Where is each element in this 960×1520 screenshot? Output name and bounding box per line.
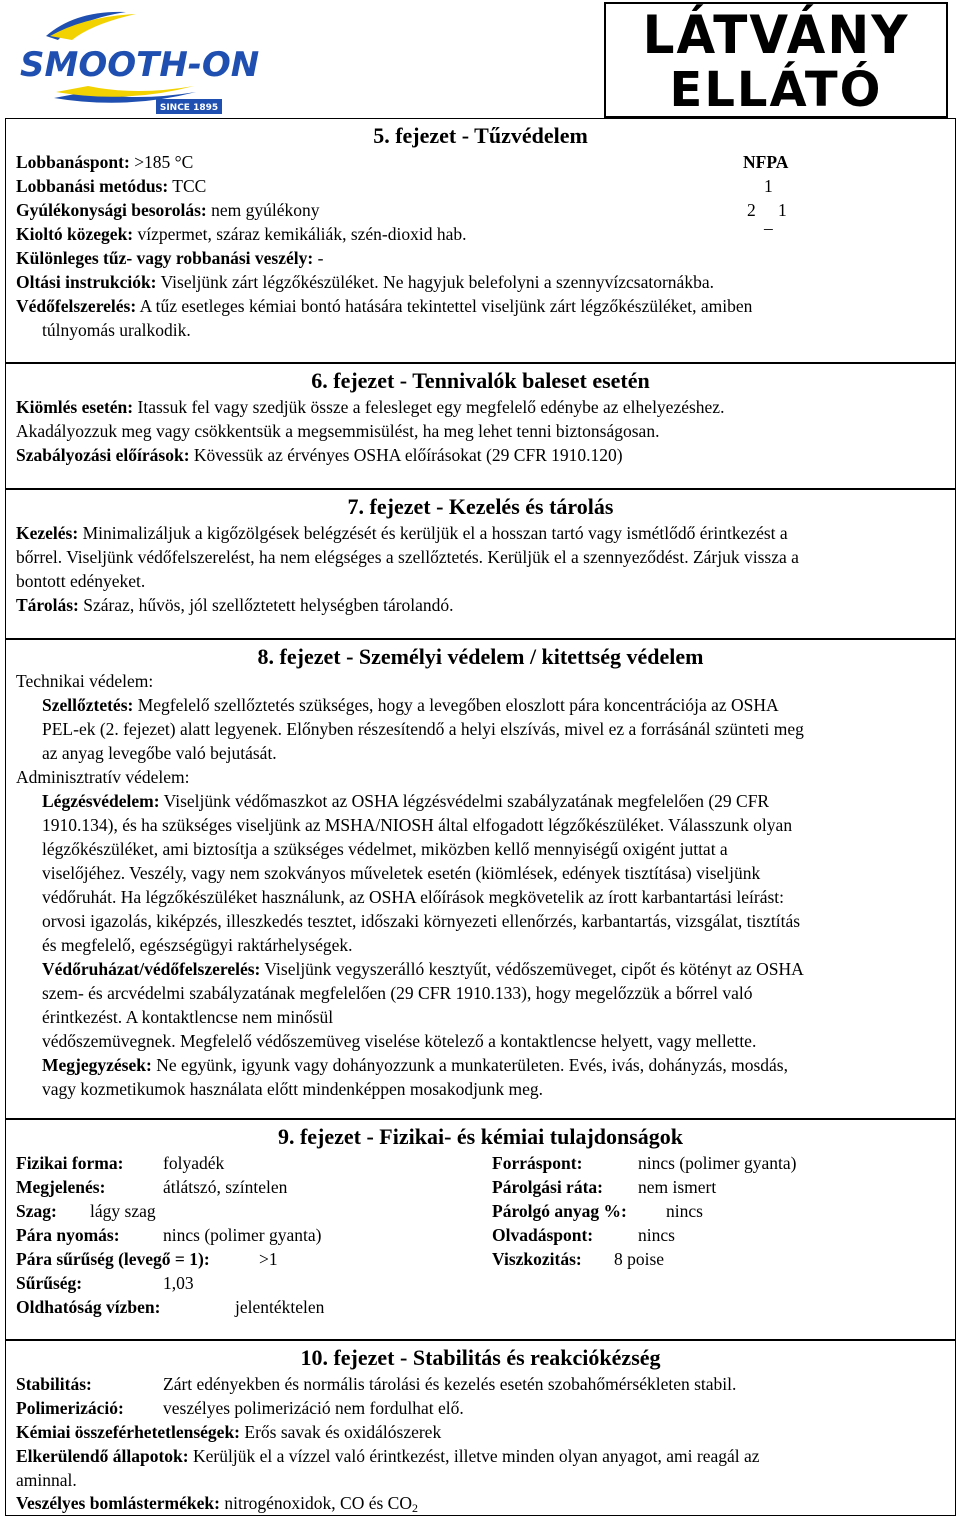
flash-method-row: Lobbanási metódus: TCC <box>16 176 207 196</box>
nfpa-health: 1 <box>764 176 773 196</box>
protective-equipment-cont: túlnyomás uralkodik. <box>42 320 191 340</box>
latvany-ellato-logo <box>604 2 948 118</box>
section-6-accidental-release <box>5 363 956 489</box>
vapor-density-value: >1 <box>259 1249 278 1269</box>
vapor-pressure-label: Pára nyomás: <box>16 1225 120 1245</box>
flammability-row: Gyúlékonysági besorolás: nem gyúlékony <box>16 200 320 220</box>
conditions-to-avoid-row: Elkerülendő állapotok: Kerüljük el a vízzel való érintkezést, illetve minden olyan anyagot, ami reagál az <box>16 1446 760 1466</box>
stability-label: Stabilitás: <box>16 1374 92 1394</box>
boiling-point-label: Forráspont: <box>492 1153 583 1173</box>
nfpa-flammability: 2 <box>747 200 756 220</box>
physical-form-label: Fizikai forma: <box>16 1153 124 1173</box>
regulations-row: Szabályozási előírások: Kövessük az érvényes OSHA előírásokat (29 CFR 1910.120) <box>16 445 623 465</box>
nfpa-label: NFPA <box>743 152 789 172</box>
density-value: 1,03 <box>163 1273 194 1293</box>
nfpa-special: – <box>764 218 773 238</box>
physical-form-value: folyadék <box>163 1153 225 1173</box>
latvany-logo-line2: ELLÁTÓ <box>669 62 883 118</box>
respiratory-cont6: és megfelelő, egészségügyi raktárhelységek. <box>42 935 353 955</box>
handling-row: Kezelés: Minimalizáljuk a kigőzölgések belégzését és kerüljük el a hosszan tartó vagy ismétlődő érintkezést a <box>16 523 788 543</box>
section-7-title: 7. fejezet - Kezelés és tárolás <box>347 494 614 519</box>
extinguishing-media-row: Kioltó közegek: vízpermet, száraz kemikáliák, szén-dioxid hab. <box>16 224 467 244</box>
respiratory-cont5: orvosi igazolás, kiképzés, illeszkedés tesztet, időszaki környezeti ellenőrzés, karbantartás, vizsgálat, tisztítás <box>42 911 801 931</box>
page-header <box>0 0 960 118</box>
respiratory-cont3: viselőjéhez. Veszély, vagy nem szokványos műveletek esetén (kiömlések, edények tisztítása) viseljünk <box>42 863 761 883</box>
smooth-on-wordmark: SMOOTH-ON <box>20 45 260 85</box>
latvany-logo-line1: LÁTVÁNY <box>642 4 910 66</box>
ventilation-cont2: az anyag levegőbe való bejutását. <box>42 743 277 763</box>
volatile-label: Párolgó anyag %: <box>492 1201 627 1221</box>
section-7-handling-storage <box>5 489 956 639</box>
section-8-personal-protection <box>5 639 956 1119</box>
section-9-properties <box>5 1119 956 1340</box>
solubility-label: Oldhatóság vízben: <box>16 1297 161 1317</box>
appearance-value: átlátszó, színtelen <box>163 1177 288 1197</box>
vapor-density-label: Pára sűrűség (levegő = 1): <box>16 1249 210 1269</box>
nfpa-reactivity: 1 <box>778 200 787 220</box>
smooth-on-logo <box>16 6 260 116</box>
stability-value: Zárt edényekben és normális tárolási és kezelés esetén szobahőmérsékleten stabil. <box>163 1374 737 1394</box>
polymerization-value: veszélyes polimerizáció nem fordulhat elő. <box>163 1398 464 1418</box>
volatile-value: nincs <box>666 1201 703 1221</box>
section-8-title: 8. fejezet - Személyi védelem / kitettség védelem <box>257 644 704 669</box>
evaporation-rate-value: nem ismert <box>638 1177 717 1197</box>
administrative-protection-heading: Adminisztratív védelem: <box>16 767 190 787</box>
evaporation-rate-label: Párolgási ráta: <box>492 1177 603 1197</box>
section-9-title: 9. fejezet - Fizikai- és kémiai tulajdonságok <box>277 1124 684 1149</box>
density-label: Sűrűség: <box>16 1273 83 1293</box>
firefighting-instructions-row: Oltási instrukciók: Viseljünk zárt légzőkészüléket. Ne hagyjuk belefolyni a szennyvízcsatornákba. <box>16 272 714 292</box>
respiratory-cont2: légzőkészüléket, ami biztosítja a szükséges védelmet, miközben kellő mennyiségű oxigént juttat a <box>42 839 728 859</box>
boiling-point-value: nincs (polimer gyanta) <box>638 1153 797 1173</box>
handling-row-cont1: bőrrel. Viseljünk védőfelszerelést, ha nem elégséges a szellőztetés. Kerüljük el a szennyeződést. Zárjuk vissza a <box>16 547 799 567</box>
respiratory-row: Légzésvédelem: Viseljünk védőmaszkot az OSHA légzésvédelmi szabályzatának megfelelően (29 CFR <box>42 791 770 811</box>
solubility-value: jelentéktelen <box>235 1297 325 1317</box>
notes-row: Megjegyzések: Ne együnk, igyunk vagy dohányozzunk a munkaterületen. Evés, ivás, dohányzás, mosdás, <box>42 1055 788 1075</box>
section-5-fire <box>5 118 956 363</box>
protective-clothing-cont3: védőszemüvegnek. Megfelelő védőszemüveg viselése kötelező a kontaktlencse helyett, vagy mellette. <box>42 1031 757 1051</box>
respiratory-cont1: 1910.134), és ha szükséges viseljünk az MSHA/NIOSH által elfogadott légzőkészüléket. Válasszunk olyan <box>42 815 793 835</box>
since-label: SINCE 1895 <box>159 103 219 113</box>
melting-point-value: nincs <box>638 1225 675 1245</box>
protective-clothing-cont1: szem- és arcvédelmi szabályzatának megfelelően (29 CFR 1910.133), hogy megelőzzük a bőrrel való <box>42 983 753 1003</box>
viscosity-label: Viszkozitás: <box>492 1249 582 1269</box>
melting-point-label: Olvadáspont: <box>492 1225 594 1245</box>
odor-label: Szag: <box>16 1201 57 1221</box>
notes-cont: vagy kozmetikumok használata előtt mindenképpen mosakodjunk meg. <box>42 1079 544 1099</box>
protective-clothing-cont2: érintkezést. A kontaktlencse nem minősül <box>42 1007 334 1027</box>
vapor-pressure-value: nincs (polimer gyanta) <box>163 1225 322 1245</box>
storage-row: Tárolás: Száraz, hűvös, jól szellőztetett helységben tárolandó. <box>16 595 454 615</box>
decomposition-products-row: Veszélyes bomlástermékek: nitrogénoxidok, CO és $CO_2$ <box>16 1493 418 1515</box>
handling-row-cont2: bontott edényeket. <box>16 571 146 591</box>
protective-equipment-row: Védőfelszerelés: A tűz esetleges kémiai bontó hatására tekintettel viseljünk zárt légzőkészüléket, amiben <box>16 296 753 316</box>
section-10-stability <box>5 1340 956 1516</box>
conditions-to-avoid-cont: aminnal. <box>16 1470 77 1490</box>
ventilation-row: Szellőztetés: Megfelelő szellőztetés szükséges, hogy a levegőben eloszlott pára koncentrációja az OSHA <box>42 695 779 715</box>
section-6-title: 6. fejezet - Tennivalók baleset esetén <box>311 368 650 393</box>
special-hazard-row: Különleges tűz- vagy robbanási veszély: - <box>16 248 324 268</box>
polymerization-label: Polimerizáció: <box>16 1398 124 1418</box>
spill-row-cont: Akadályozzuk meg vagy csökkentsük a megsemmisülést, ha meg lehet tenni biztonságosan. <box>16 421 660 441</box>
appearance-label: Megjelenés: <box>16 1177 106 1197</box>
flash-point-row: Lobbanáspont: >185 °C <box>16 152 194 172</box>
incompatibilities-row: Kémiai összeférhetetlenségek: Erős savak és oxidálószerek <box>16 1422 442 1442</box>
odor-value: lágy szag <box>90 1201 156 1221</box>
technical-protection-heading: Technikai védelem: <box>16 671 154 691</box>
spill-row: Kiömlés esetén: Itassuk fel vagy szedjük össze a felesleget egy megfelelő edénybe az elhelyezéshez. <box>16 397 725 417</box>
section-5-title: 5. fejezet - Tűzvédelem <box>373 123 588 148</box>
section-10-title: 10. fejezet - Stabilitás és reakciókézség <box>300 1345 661 1370</box>
ventilation-cont1: PEL-ek (2. fejezet) alatt legyenek. Előnyben részesítendő a helyi elszívás, mivel ez a forrásánál szünteti meg <box>42 719 804 739</box>
viscosity-value: 8 poise <box>614 1249 665 1269</box>
respiratory-cont4: védőruhát. Ha légzőkészüléket használunk, az OSHA előírások megkövetelik az írott karbantartási leírást: <box>42 887 785 907</box>
protective-clothing-row: Védőruházat/védőfelszerelés: Viseljünk vegyszerálló kesztyűt, védőszemüveget, cipőt és kötényt az OSHA <box>42 959 804 979</box>
